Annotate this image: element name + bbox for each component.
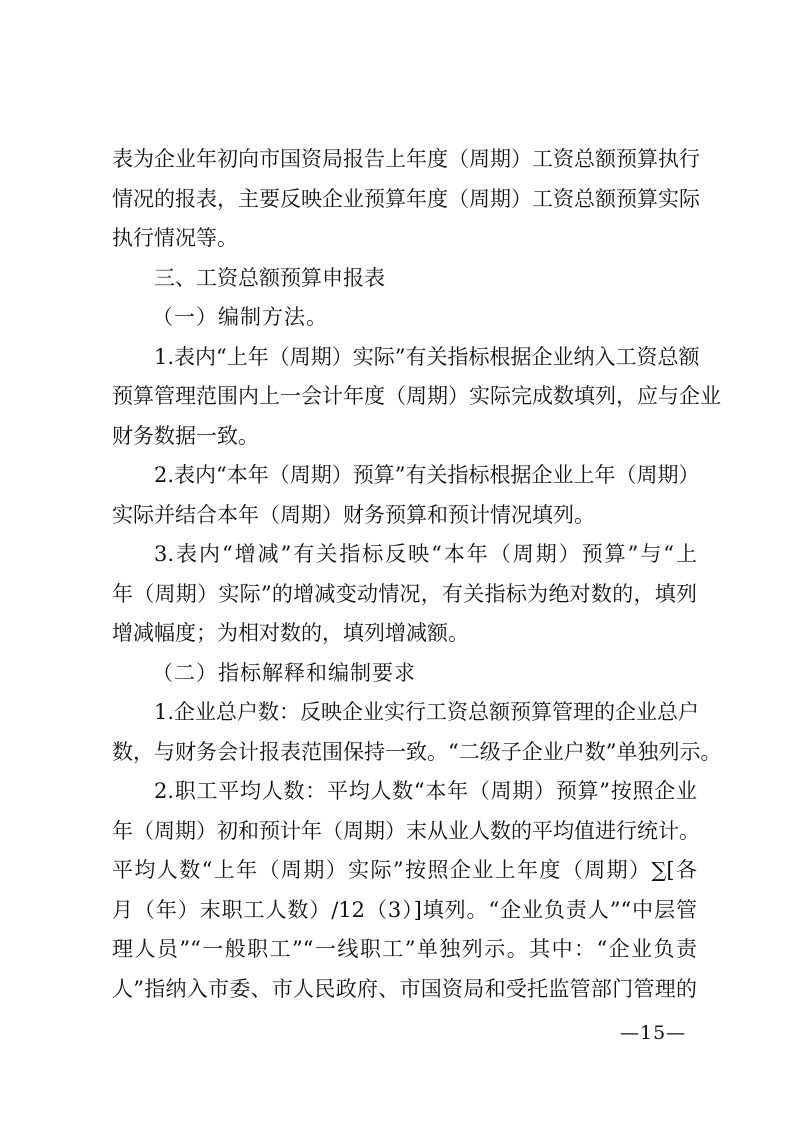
text-line: 理人员”“一般职工”“一线职工”单独列示。其中：“企业负责 bbox=[112, 937, 697, 961]
text-line: 表为企业年初向市国资局报告上年度（周期）工资总额预算执行 bbox=[112, 147, 700, 171]
text-line: 平均人数“上年（周期）实际”按照企业上年度（周期）∑[各 bbox=[112, 858, 697, 882]
subsection-heading: （二）指标解释和编制要求 bbox=[152, 660, 416, 685]
text-line: 执行情况等。 bbox=[112, 226, 238, 250]
text-line: 3.表内“增减”有关指标反映“本年（周期）预算”与“上 bbox=[154, 542, 697, 566]
text-line: 2.职工平均人数：平均人数“本年（周期）预算”按照企业 bbox=[154, 779, 697, 803]
text-line: 2.表内“本年（周期）预算”有关指标根据企业上年（周期） bbox=[154, 463, 700, 487]
body-text bbox=[112, 140, 722, 1009]
text-line: 预算管理范围内上一会计年度（周期）实际完成数填列，应与企业 bbox=[112, 384, 721, 408]
text-line: 增减幅度；为相对数的，填列增减额。 bbox=[112, 621, 469, 645]
text-line: 年（周期）初和预计年（周期）末从业人数的平均值进行统计。 bbox=[112, 818, 700, 843]
text-line: 年（周期）实际”的增减变动情况，有关指标为绝对数的，填列 bbox=[112, 581, 697, 606]
text-line: 财务数据一致。 bbox=[112, 423, 259, 448]
subsection-heading: （一）编制方法。 bbox=[152, 305, 328, 329]
text-line: 实际并结合本年（周期）财务预算和预计情况填列。 bbox=[112, 502, 595, 527]
section-heading: 三、工资总额预算申报表 bbox=[154, 265, 385, 290]
text-line: 月（年）末职工人数）/12（3）]填列。“企业负责人”“中层管 bbox=[112, 897, 697, 922]
page-number: —15— bbox=[620, 1022, 687, 1044]
text-line: 1.表内“上年（周期）实际”有关指标根据企业纳入工资总额 bbox=[154, 344, 700, 369]
text-line: 1.企业总户数：反映企业实行工资总额预算管理的企业总户 bbox=[154, 700, 700, 724]
text-line: 数，与财务会计报表范围保持一致。“二级子企业户数”单独列示。 bbox=[112, 739, 722, 764]
text-line: 情况的报表，主要反映企业预算年度（周期）工资总额预算实际 bbox=[112, 186, 700, 211]
text-line: 人”指纳入市委、市人民政府、市国资局和受托监管部门管理的 bbox=[112, 976, 697, 1001]
